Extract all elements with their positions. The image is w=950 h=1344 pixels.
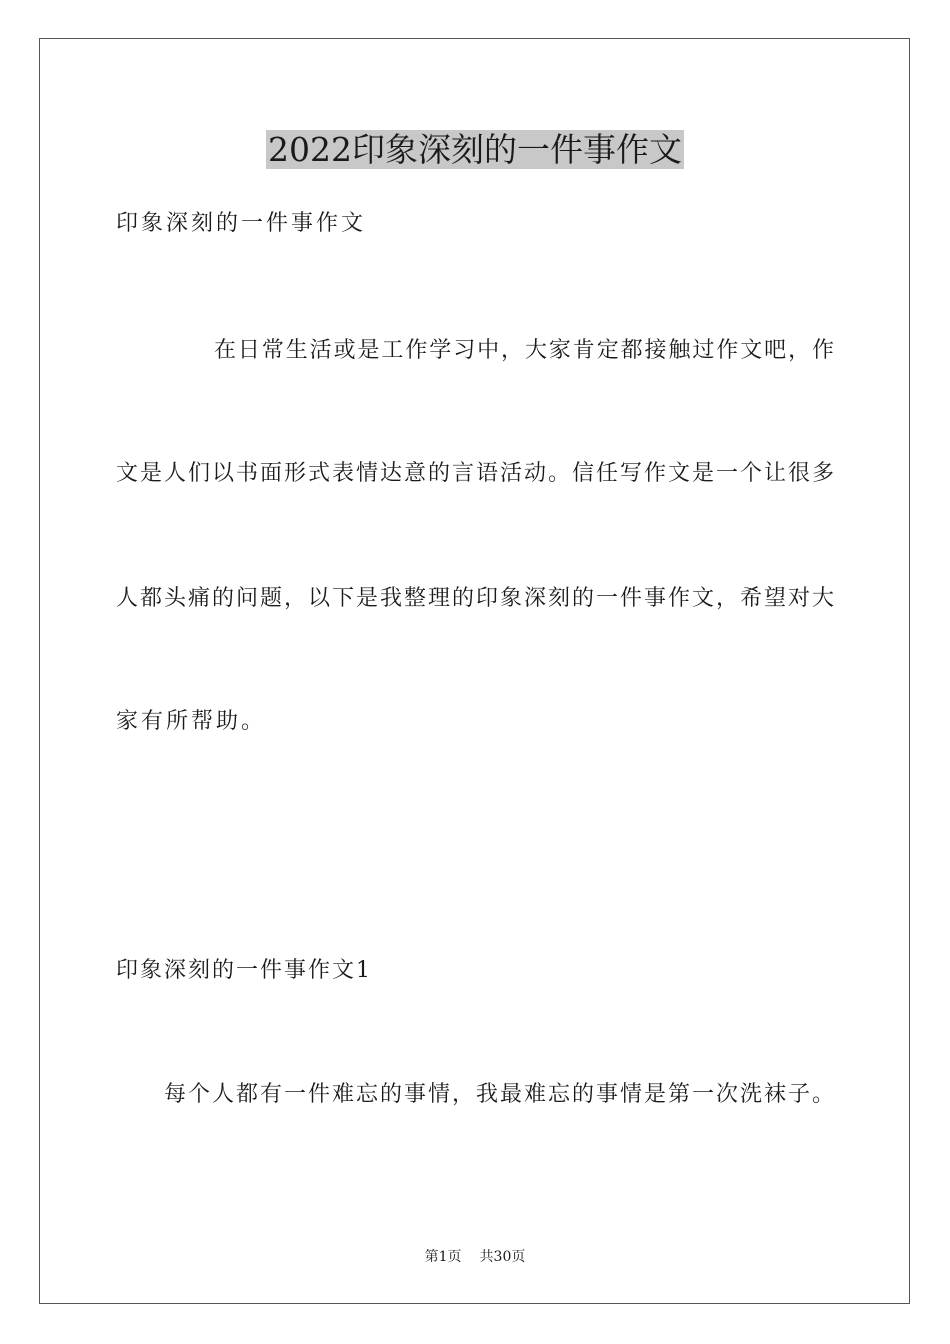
page-number: 第1页 <box>424 1249 462 1265</box>
intro-line-2: 文是人们以书面形式表情达意的言语活动。信任写作文是一个让很多 <box>116 461 834 486</box>
intro-line-4: 家有所帮助。 <box>116 709 267 734</box>
page-total: 共30页 <box>479 1249 526 1265</box>
intro-line-3: 人都头痛的问题，以下是我整理的印象深刻的一件事作文，希望对大 <box>116 586 834 611</box>
document-title-text: 2022印象深刻的一件事作文 <box>268 130 682 169</box>
document-subtitle: 印象深刻的一件事作文 <box>116 211 367 236</box>
section-heading: 印象深刻的一件事作文1 <box>116 958 372 983</box>
document-title <box>0 128 950 172</box>
intro-line-1: 在日常生活或是工作学习中，大家肯定都接触过作文吧，作 <box>214 338 834 363</box>
section-first-line: 每个人都有一件难忘的事情，我最难忘的事情是第一次洗袜子。 <box>164 1082 837 1107</box>
page-footer <box>0 1247 950 1267</box>
